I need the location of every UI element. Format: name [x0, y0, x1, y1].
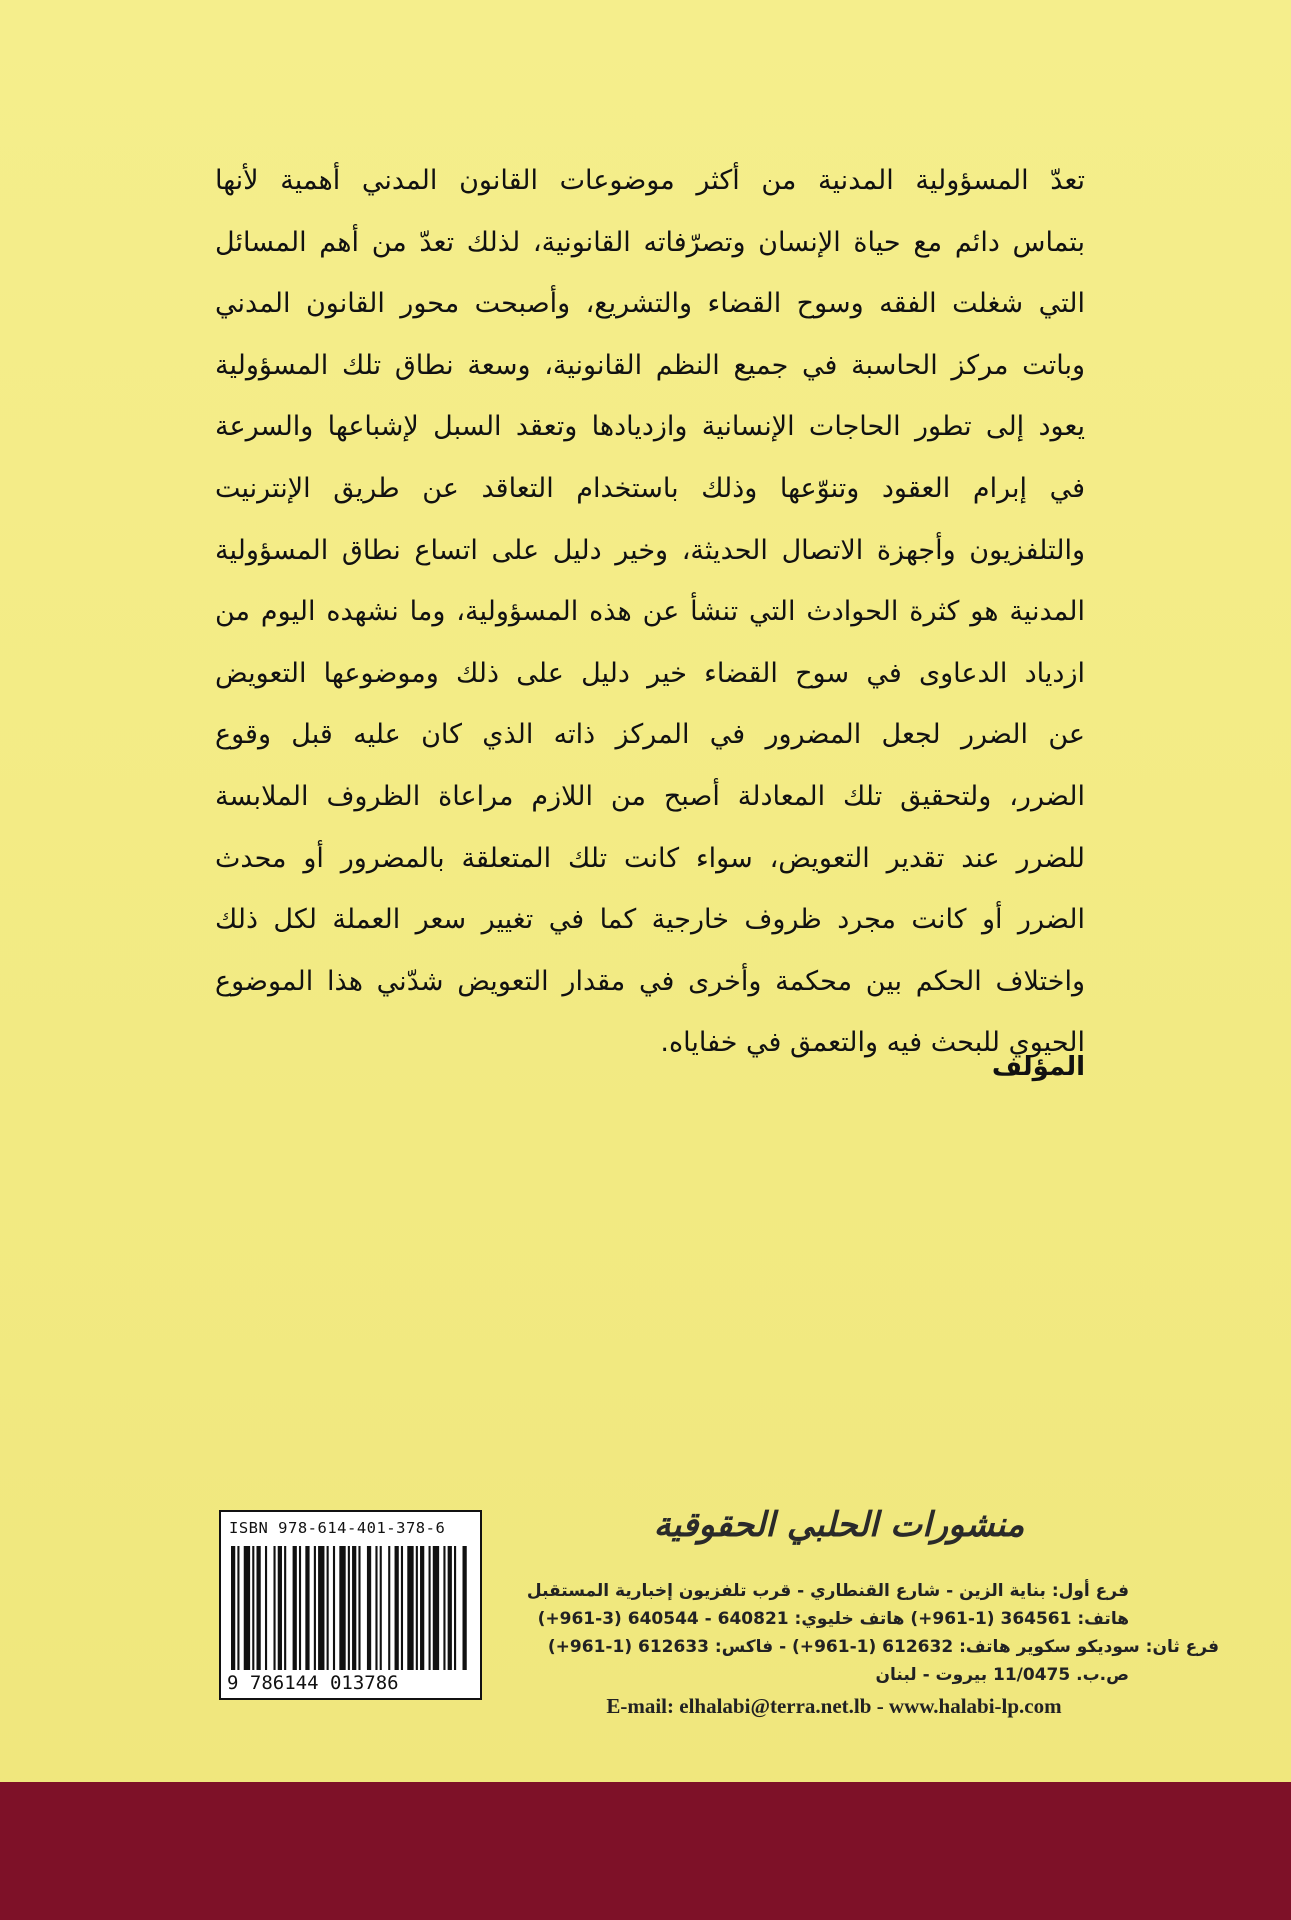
blurb-line: الضرر، ولتحقيق تلك المعادلة أصبح من اللازم مراعاة الظروف الملابسة — [215, 780, 1085, 812]
barcode-bar — [388, 1546, 390, 1670]
barcode-bar — [448, 1546, 452, 1670]
branch-one-address: فرع أول: بناية الزين - شارع القنطاري - قرب تلفزيون إخبارية المستقبل — [526, 1581, 1129, 1601]
barcode-digits: 9 786144 013786 — [227, 1672, 399, 1694]
bottom-color-band — [0, 1782, 1291, 1920]
barcode-bar — [299, 1546, 301, 1670]
publisher-logo: منشورات الحلبي الحقوقية — [653, 1505, 1025, 1545]
barcode-bar — [273, 1546, 275, 1670]
blurb-text — [215, 150, 1085, 1074]
contact-line: E-mail: elhalabi@terra.net.lb - www.halabi-lp.com — [606, 1694, 1062, 1718]
barcode-bar — [339, 1546, 345, 1670]
barcode-bar — [420, 1546, 424, 1670]
blurb-line: الضرر أو كانت مجرد ظروف خارجية كما في تغيير سعر العملة لكل ذلك — [215, 904, 1085, 936]
barcode-bar — [305, 1546, 309, 1670]
blurb-line: المدنية هو كثرة الحوادث التي تنشأ عن هذه المسؤولية، وما نشهده اليوم من — [215, 596, 1085, 628]
barcode-bars — [231, 1546, 471, 1670]
barcode-bar — [367, 1546, 371, 1670]
barcode-bar — [318, 1546, 324, 1670]
barcode-bar — [416, 1546, 418, 1670]
blurb-line: والتلفزيون وأجهزة الاتصال الحديثة، وخير دليل على اتساع نطاق المسؤولية — [215, 534, 1085, 566]
publisher-info — [519, 1495, 1219, 1723]
barcode-bar — [375, 1546, 377, 1670]
barcode-bar — [454, 1546, 456, 1670]
barcode-bar — [433, 1546, 439, 1670]
barcode-bar — [252, 1546, 254, 1670]
po-box: ص.ب. 11/0475 بيروت - لبنان — [875, 1665, 1129, 1685]
barcode-bar — [278, 1546, 282, 1670]
barcode-bar — [352, 1546, 356, 1670]
blurb-line: تعدّ المسؤولية المدنية من أكثر موضوعات القانون المدني أهمية لأنها — [215, 165, 1085, 196]
barcode-bar — [333, 1546, 335, 1670]
barcode-bar — [327, 1546, 329, 1670]
isbn-barcode — [219, 1510, 482, 1700]
barcode-bar — [429, 1546, 431, 1670]
author-label: المؤلف — [991, 1052, 1085, 1082]
barcode-bar — [265, 1546, 267, 1670]
barcode-bar — [380, 1546, 382, 1670]
blurb-line: واختلاف الحكم بين محكمة وأخرى في مقدار التعويض شدّني هذا الموضوع — [215, 965, 1085, 997]
blurb-line: بتماس دائم مع حياة الإنسان وتصرّفاته القانونية، لذلك تعدّ من أهم المسائل — [215, 226, 1085, 258]
barcode-bar — [256, 1546, 260, 1670]
blurb-line: في إبرام العقود وتنوّعها وذلك باستخدام التعاقد عن طريق الإنترنيت — [215, 472, 1085, 504]
blurb-line: ازدياد الدعاوى في سوح القضاء خير دليل على ذلك وموضوعها التعويض — [215, 657, 1085, 689]
isbn-number: ISBN 978-614-401-378-6 — [229, 1519, 446, 1537]
barcode-bar — [358, 1546, 360, 1670]
barcode-bar — [293, 1546, 297, 1670]
barcode-bar — [237, 1546, 239, 1670]
barcode-bar — [401, 1546, 403, 1670]
barcode-bar — [407, 1546, 413, 1670]
barcode-bar — [244, 1546, 250, 1670]
barcode-bar — [314, 1546, 316, 1670]
barcode-bar — [231, 1546, 235, 1670]
barcode-bar — [443, 1546, 445, 1670]
blurb-line: يعود إلى تطور الحاجات الإنسانية وازديادها وتعقد السبل لإشباعها والسرعة — [215, 411, 1085, 443]
blurb-line: وباتت مركز الحاسبة في جميع النظم القانونية، وسعة نطاق تلك المسؤولية — [215, 349, 1085, 381]
blurb-line: الحيوي للبحث فيه والتعمق في خفاياه. — [660, 1027, 1085, 1059]
barcode-bar — [284, 1546, 286, 1670]
barcode-bar — [395, 1546, 399, 1670]
branch-two-address: فرع ثان: سوديكو سكوير هاتف: 612632 (1-961+) - فاكس: 612633 (1-961+) — [547, 1637, 1219, 1657]
branch-one-phone: هاتف: 364561 (1-961+) هاتف خليوي: 640821 - 640544 (3-961+) — [537, 1609, 1129, 1629]
blurb-line: التي شغلت الفقه وسوح القضاء والتشريع، وأصبحت محور القانون المدني — [215, 288, 1085, 320]
blurb-line: عن الضرر لجعل المضرور في المركز ذاته الذي كان عليه قبل وقوع — [215, 719, 1085, 751]
barcode-bar — [463, 1546, 467, 1670]
barcode-bar — [348, 1546, 350, 1670]
blurb-line: للضرر عند تقدير التعويض، سواء كانت تلك المتعلقة بالمضرور أو محدث — [215, 842, 1085, 874]
